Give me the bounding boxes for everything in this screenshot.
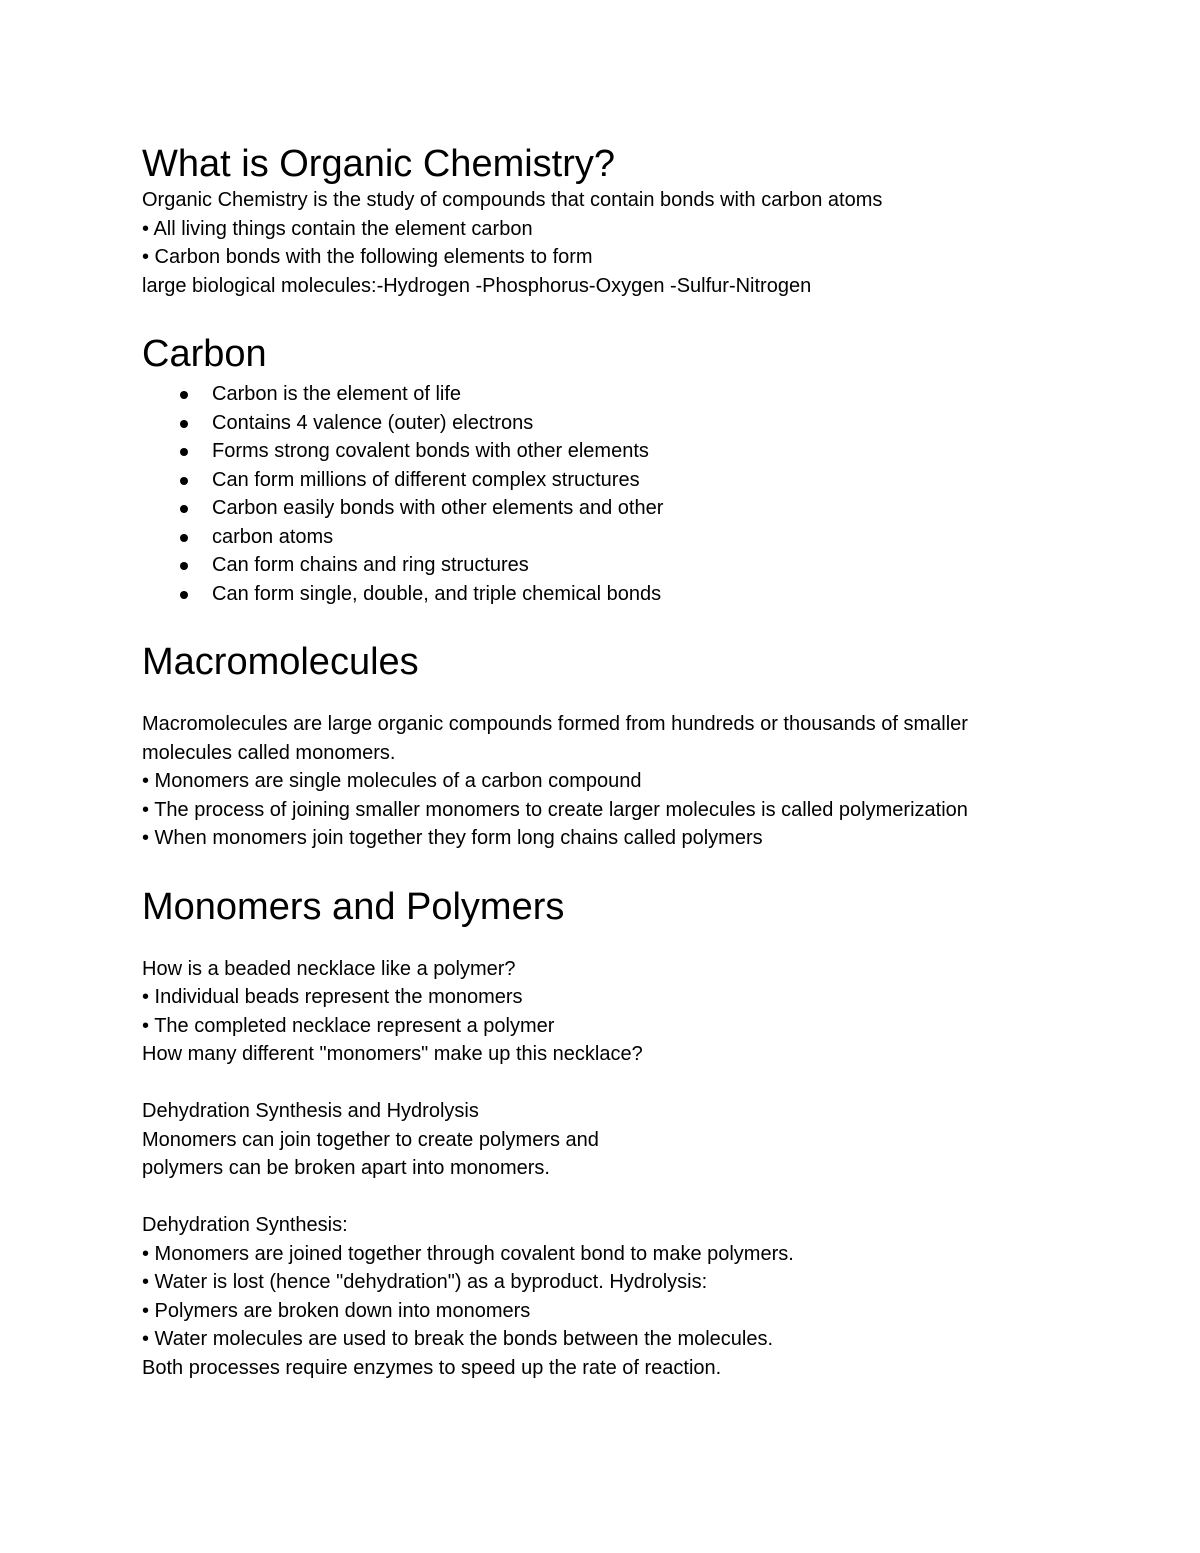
list-item-text: Carbon easily bonds with other elements and other [212, 497, 664, 519]
list-item [142, 551, 1200, 580]
mono-line: Dehydration Synthesis and Hydrolysis [142, 1100, 479, 1122]
heading-macromolecules: Macromolecules [142, 641, 419, 683]
intro-line: Organic Chemistry is the study of compounds that contain bonds with carbon atoms [142, 189, 883, 211]
list-item-text: Can form single, double, and triple chemical bonds [212, 582, 662, 605]
list-item-text: Carbon is the element of life [212, 383, 462, 405]
list-item [142, 466, 1200, 495]
bullet-dot-icon [180, 591, 188, 599]
mono-line: • The completed necklace represent a polymer [142, 1014, 555, 1037]
list-item-text: Can form chains and ring structures [212, 554, 529, 576]
list-item [142, 580, 1200, 609]
list-item-text: Contains 4 valence (outer) electrons [212, 411, 534, 434]
spacer [142, 929, 1200, 955]
intro-line: large biological molecules:-Hydrogen -Phosphorus-Oxygen -Sulfur-Nitrogen [142, 274, 812, 297]
list-item [142, 494, 1200, 523]
spacer [142, 1069, 1200, 1098]
macro-line: • Monomers are single molecules of a carbon compound [142, 770, 642, 792]
mono-line: polymers can be broken apart into monomers. [142, 1157, 550, 1179]
list-item-text: carbon atoms [212, 525, 334, 548]
section-monomers-polymers [142, 885, 1200, 1383]
spacer [142, 684, 1200, 710]
list-item [142, 409, 1200, 438]
mono-line: Dehydration Synthesis: [142, 1214, 348, 1236]
bullet-dot-icon [180, 448, 188, 456]
mono-line: • Water molecules are used to break the bonds between the molecules. [142, 1328, 774, 1350]
section-carbon [142, 332, 1200, 608]
mono-line: How is a beaded necklace like a polymer? [142, 957, 516, 980]
carbon-bullet-list [142, 380, 1200, 608]
list-item [142, 437, 1200, 466]
macro-line: molecules called monomers. [142, 741, 396, 764]
mono-line: • Water is lost (hence "dehydration") as a byproduct. Hydrolysis: [142, 1271, 708, 1293]
mono-line: Both processes require enzymes to speed up the rate of reaction. [142, 1356, 722, 1379]
bullet-dot-icon [180, 505, 188, 513]
mono-line: • Monomers are joined together through covalent bond to make polymers. [142, 1242, 794, 1265]
list-item [142, 380, 1200, 409]
bullet-dot-icon [180, 391, 188, 399]
bullet-dot-icon [180, 534, 188, 542]
mono-line: • Individual beads represent the monomers [142, 986, 523, 1008]
intro-line: • Carbon bonds with the following elements to form [142, 246, 593, 268]
heading-what-is-organic-chemistry: What is Organic Chemistry? [142, 143, 616, 185]
heading-monomers-and-polymers: Monomers and Polymers [142, 885, 565, 928]
section-intro [142, 142, 1200, 300]
spacer [142, 1183, 1200, 1212]
section-macromolecules [142, 640, 1200, 853]
macro-line: • When monomers join together they form long chains called polymers [142, 827, 763, 849]
mono-line: Monomers can join together to create polymers and [142, 1128, 599, 1151]
bullet-dot-icon [180, 477, 188, 485]
intro-line: • All living things contain the element carbon [142, 217, 533, 240]
bullet-dot-icon [180, 562, 188, 570]
macro-line: Macromolecules are large organic compounds formed from hundreds or thousands of smaller [142, 713, 968, 735]
list-item-text: Forms strong covalent bonds with other elements [212, 440, 649, 462]
list-item-text: Can form millions of different complex structures [212, 468, 640, 491]
bullet-dot-icon [180, 420, 188, 428]
mono-line: • Polymers are broken down into monomers [142, 1299, 531, 1322]
list-item [142, 523, 1200, 552]
heading-carbon: Carbon [142, 333, 267, 375]
macro-line: • The process of joining smaller monomers to create larger molecules is called polymerization [142, 798, 968, 821]
mono-line: How many different "monomers" make up this necklace? [142, 1043, 643, 1065]
